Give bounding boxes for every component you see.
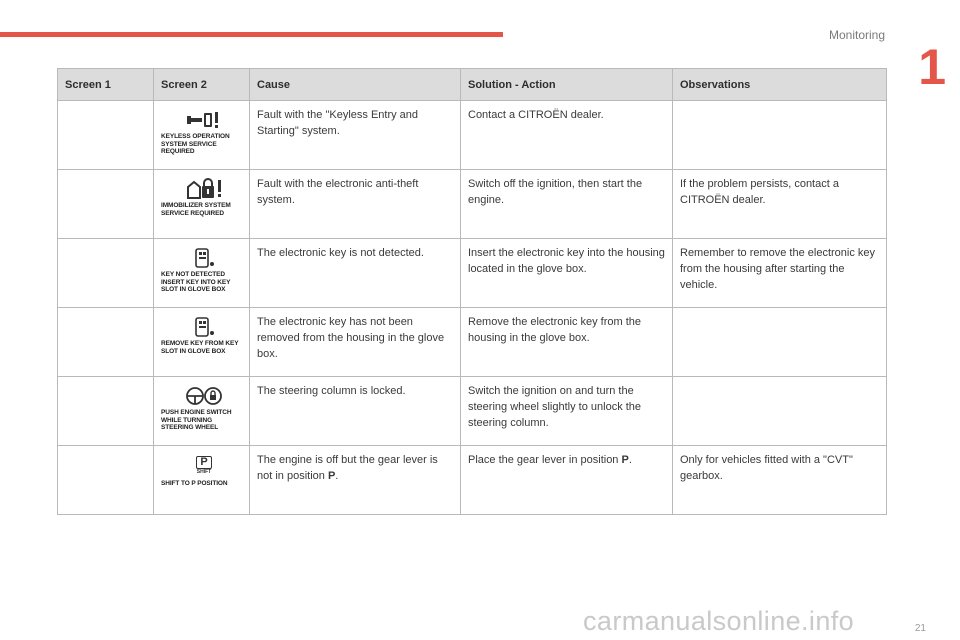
solution-cell: Switch the ignition on and turn the steering wheel slightly to unlock the steering column. — [461, 377, 673, 446]
cause-cell: The electronic key is not detected. — [250, 239, 461, 308]
keyless-entry-icon — [161, 109, 247, 131]
screen1-cell — [58, 239, 154, 308]
solution-cell: Switch off the ignition, then start the engine. — [461, 170, 673, 239]
table-row — [58, 308, 887, 377]
solution-text: Place the gear lever in position — [468, 454, 622, 466]
shift-to-p-icon — [161, 454, 247, 476]
screen1-cell — [58, 308, 154, 377]
chapter-number: 1 — [918, 39, 946, 95]
solution-cell: Remove the electronic key from the housing in the glove box. — [461, 308, 673, 377]
screen2-cell — [154, 239, 250, 308]
cause-cell: The steering column is locked. — [250, 377, 461, 446]
observations-cell — [673, 101, 887, 170]
key-slot-icon — [161, 316, 247, 338]
table-row — [58, 446, 887, 515]
column-header-observations: Observations — [673, 69, 887, 101]
cause-text: The engine is off but the gear lever is not in position — [257, 454, 438, 482]
shift-sub-label: SHIFT — [196, 468, 212, 475]
table-row — [58, 101, 887, 170]
screen2-message: KEYLESS OPERATION SYSTEM SERVICE REQUIRED — [161, 133, 230, 155]
observations-cell: Remember to remove the electronic key from the housing after starting the vehicle. — [673, 239, 887, 308]
table-row — [58, 170, 887, 239]
screen1-cell — [58, 170, 154, 239]
screen1-cell — [58, 377, 154, 446]
monitoring-table — [57, 68, 887, 515]
cause-text-end: . — [335, 470, 339, 482]
watermark: carmanualsonline.info — [583, 606, 855, 636]
shift-p-letter: P — [196, 456, 211, 469]
section-title: Monitoring — [828, 28, 885, 42]
screen1-cell — [58, 446, 154, 515]
immobilizer-warning-icon — [161, 178, 247, 200]
cause-cell: The electronic key has not been removed from the housing in the glove box. — [250, 308, 461, 377]
screen2-message: PUSH ENGINE SWITCH WHILE TURNING STEERING WHEEL — [161, 409, 232, 431]
screen2-message: REMOVE KEY FROM KEY SLOT IN GLOVE BOX — [161, 340, 239, 355]
screen1-cell — [58, 101, 154, 170]
page-number: 21 — [914, 623, 926, 634]
cause-cell: Fault with the "Keyless Entry and Starting" system. — [250, 101, 461, 170]
screen2-cell — [154, 101, 250, 170]
key-slot-icon — [161, 247, 247, 269]
cause-cell: Fault with the electronic anti-theft system. — [250, 170, 461, 239]
cause-cell — [250, 446, 461, 515]
table-row — [58, 239, 887, 308]
table-row — [58, 377, 887, 446]
screen2-message: KEY NOT DETECTED INSERT KEY INTO KEY SLOT IN GLOVE BOX — [161, 271, 231, 293]
column-header-screen1: Screen 1 — [58, 69, 154, 101]
screen2-message: IMMOBILIZER SYSTEM SERVICE REQUIRED — [161, 202, 231, 217]
screen2-message: SHIFT TO P POSITION — [161, 480, 228, 487]
gear-position-label: P — [327, 470, 336, 482]
observations-cell — [673, 308, 887, 377]
screen2-cell — [154, 377, 250, 446]
solution-cell: Insert the electronic key into the housing located in the glove box. — [461, 239, 673, 308]
screen2-cell — [154, 446, 250, 515]
solution-text-end: . — [628, 454, 632, 466]
solution-cell — [461, 446, 673, 515]
observations-cell — [673, 377, 887, 446]
gear-position-label: P — [621, 454, 629, 466]
column-header-solution: Solution - Action — [461, 69, 673, 101]
header-accent-bar — [0, 32, 503, 37]
observations-cell: If the problem persists, contact a CITROËN dealer. — [673, 170, 887, 239]
steering-lock-icon — [161, 385, 247, 407]
table-header-row — [58, 69, 887, 101]
column-header-cause: Cause — [250, 69, 461, 101]
screen2-cell — [154, 170, 250, 239]
column-header-screen2: Screen 2 — [154, 69, 250, 101]
solution-cell: Contact a CITROËN dealer. — [461, 101, 673, 170]
screen2-cell — [154, 308, 250, 377]
observations-cell: Only for vehicles fitted with a "CVT" gearbox. — [673, 446, 887, 515]
